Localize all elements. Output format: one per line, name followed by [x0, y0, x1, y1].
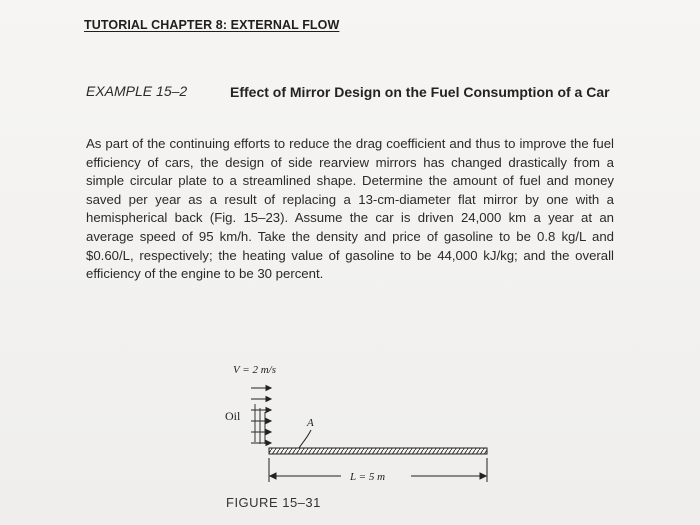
- figure-caption: FIGURE 15–31: [226, 495, 321, 510]
- fluid-label: Oil: [225, 409, 241, 423]
- length-label: L = 5 m: [350, 471, 386, 483]
- example-body: As part of the continuing efforts to reduce the drag coefficient and thus to improve the fuel efficiency of cars, the design of side rearview mirrors has changed drastically from a simple circular plate to a streamlined shape. Determine the amount of fuel and money saved per year as a result of replacing a 13-cm-diameter flat mirror by one with a hemispherical back (Fig. 15–23). Assume the car is driven 24,000 km a year at an average speed of 95 km/h. Take the density and price of gasoline to be 0.8 kg/L and $0.60/L, respectively; the heating value of gasoline to be 44,000 kJ/kg; and the overall efficiency of the engine to be 30 percent.: [86, 136, 614, 282]
- flat-plate-figure: [215, 360, 515, 490]
- example-title: Effect of Mirror Design on the Fuel Consumption of a Car: [230, 84, 610, 100]
- example-label: EXAMPLE 15–2: [86, 83, 188, 99]
- flat-plate: [269, 448, 487, 454]
- tutorial-heading: TUTORIAL CHAPTER 8: EXTERNAL FLOW: [84, 18, 340, 32]
- point-a-label: A: [307, 417, 314, 429]
- point-a-leader: [299, 430, 311, 448]
- velocity-label: V = 2 m/s: [233, 364, 276, 376]
- flow-arrows: [251, 386, 271, 446]
